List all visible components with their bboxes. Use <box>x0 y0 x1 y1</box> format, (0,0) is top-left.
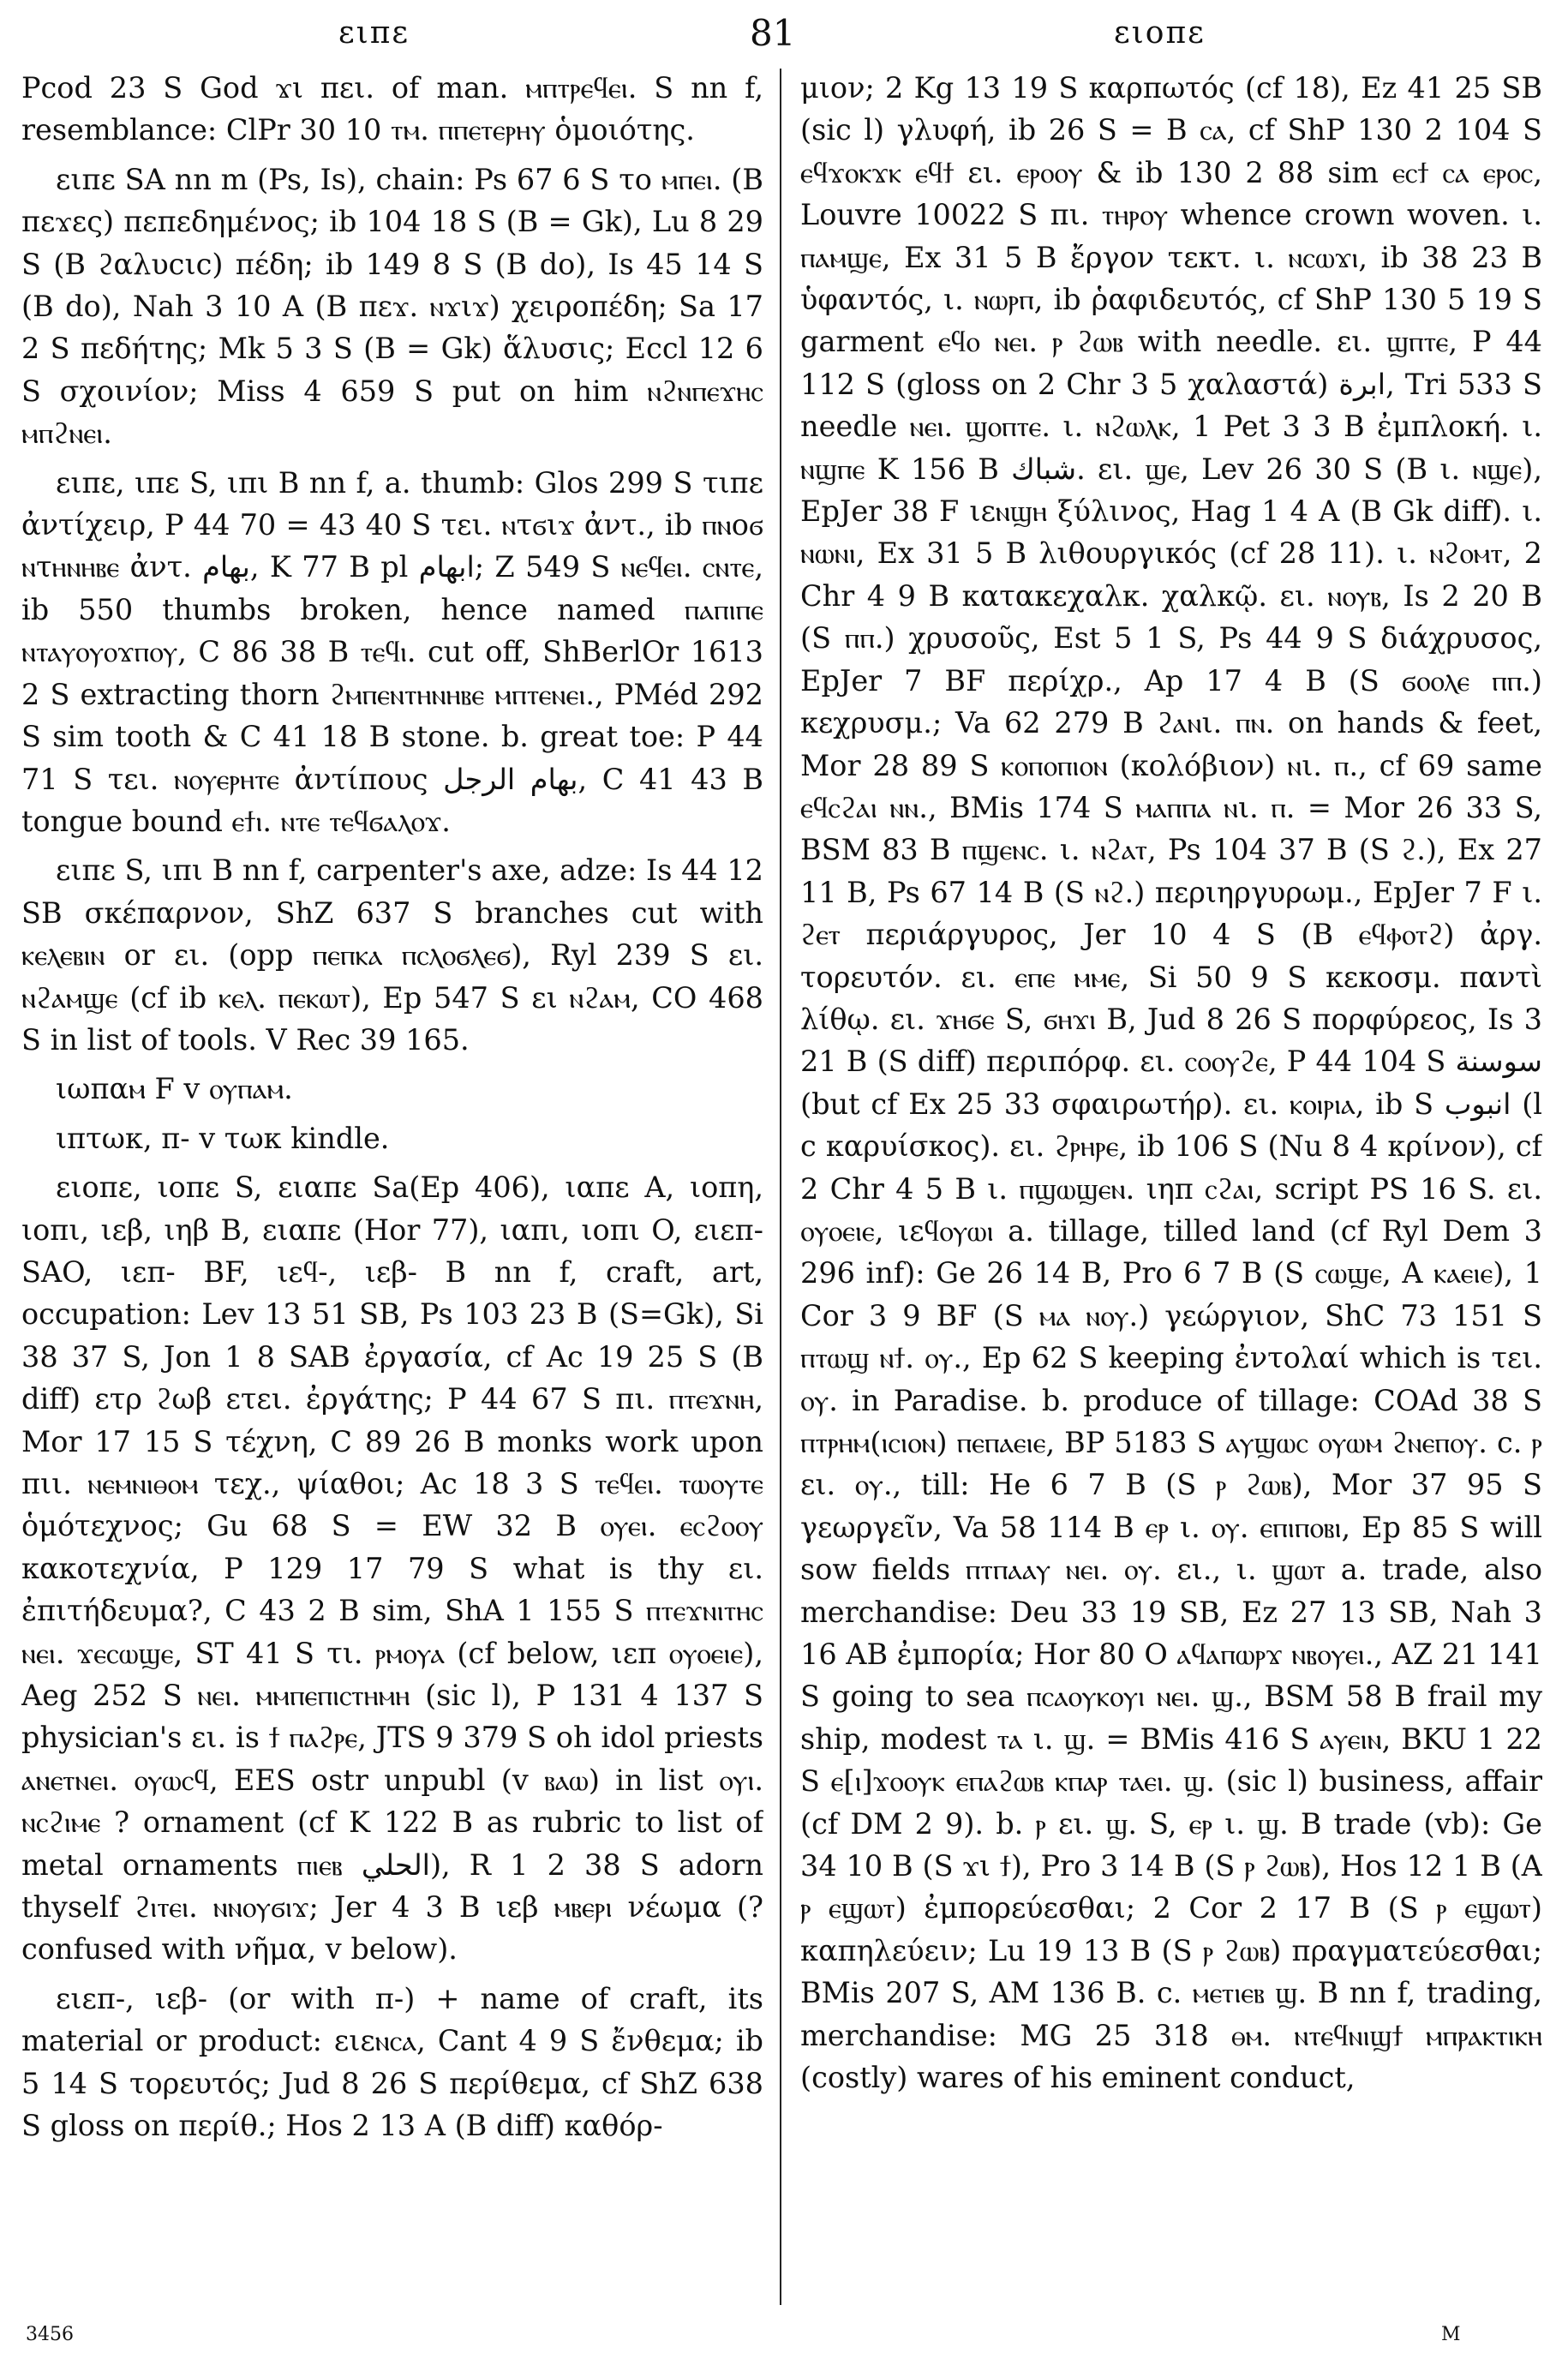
entry-eiope-craft: ειοπε, ιοπε S, ειαπε Sa(Ep 406), ιαπε A, ιοπη, ιοπι, ιεβ, ιηβ B, ειαπε (Hor 77), ιαπι, ιοπι O, ειεπ- SAO, ιεπ- BF, ιεϥ-, ιεβ- B nn f, craft, art, occupation: Lev 13 51 SB, Ps 103 23 B (S=Gk), Si 38 37 S, Jon 1 8 SAB ἐργασία, cf Ac 19 25 S (B diff) ετρ ϩωβ ετει. ἐργάτης; P 44 67 S πι. ⲡⲧⲉϫⲛⲏ, Mor 17 15 S τέχνη, C 89 26 B monks work upon πιι. ⲛⲉⲙⲛⲓⲑⲟⲙ τεχ., ψίαθοι; Ac 18 3 S ⲧⲉϥⲉⲓ. ⲧⲱⲟⲩⲧⲉ ὁμότεχνος; Gu 68 S = EW 32 B ⲟⲩⲉⲓ. ⲉⲥϩⲟⲟⲩ κακοτεχνία, P 129 17 79 S what is thy ει. ἐπιτήδευμα?, C 43 2 B sim, ShA 1 155 S ⲡⲧⲉϫⲛⲓⲧⲏⲥ ⲛⲉⲓ. ϫⲉⲥⲱϣⲉ, ST 41 S τι. ⲣⲙⲟⲩⲁ (cf below, ιεπ ⲟⲩⲟⲉⲓⲉ), Aeg 252 S ⲛⲉⲓ. ⲙⲙⲡⲉⲡⲓⲥⲧⲏⲙⲏ (sic l), P 131 4 137 S physician's ει. is ϯ ⲡⲁϩⲣⲉ, JTS 9 379 S oh idol priests ⲁⲛⲉⲧⲛⲉⲓ. ⲟⲩⲱⲥϥ, EES ostr unpubl (v ⲃⲁⲱ) in list ⲟⲩⲓ. ⲛⲥϩⲓⲙⲉ ? ornament (cf K 122 B as rubric to list of metal ornaments ⲡⲓⲉⲃ الحلي), R 1 2 38 S adorn thyself ϩⲓⲧⲉⲓ. ⲛⲛⲟⲩϭⲓϫ; Jer 4 3 B ιεβ ⲙⲃⲉⲣⲓ νέωμα (? confused with νῆμα, v below). <box>21 1171 763 1967</box>
entry-eipe-axe: ειπε S, ιπι B nn f, carpenter's axe, adze: Is 44 12 SB σκέπαρνον, ShZ 637 S branches cut with ⲕⲉⲗⲉⲃⲓⲛ or ει. (opp ⲡⲉⲡⲕⲁ ⲡⲥⲗⲟϭⲗⲉϭ), Ryl 239 S ει. ⲛϩⲁⲙϣⲉ (cf ib ⲕⲉⲗ. ⲡⲉⲕⲱⲧ), Ep 547 S ει ⲛϩⲁⲙ, CO 468 S in list of tools. V Rec 39 165. <box>21 853 763 1057</box>
entry-eiope-continued: μιον; 2 Kg 13 19 S καρπωτός (cf 18), Ez 41 25 SB (sic l) γλυφή, ib 26 S = B ⲥⲁ, cf ShP 130 2 104 S ⲉϥϫⲟⲕϫⲕ ⲉϥϯ ει. ⲉⲣⲟⲟⲩ & ib 130 2 88 sim ⲉⲥϯ ⲥⲁ ⲉⲣⲟⲥ, Louvre 10022 S πι. ⲧⲏⲣⲟⲩ whence crown woven. ι. ⲡⲁⲙϣⲉ, Ex 31 5 B ἔργον τεκτ. ι. ⲛⲥⲱϫⲓ, ib 38 23 B ὑφαντός, ι. ⲛⲱⲣⲡ, ib ῥαφιδευτός, cf ShP 130 5 19 S garment ⲉϥⲟ ⲛⲉⲓ. ⲣ ϩⲱⲃ with needle. ει. ϣⲡⲧⲉ, P 44 112 S (gloss on 2 Chr 3 5 χαλαστά) ابرة, Tri 533 S needle ⲛⲉⲓ. ϣⲟⲡⲧⲉ. ι. ⲛϩⲱⲗⲕ, 1 Pet 3 3 B ἐμπλοκή. ι. ⲛϣⲡⲉ K 156 B شباك. ει. ϣⲉ, Lev 26 30 S (B ι. ⲛϣⲉ), EpJer 38 F ιεⲛϣⲏ ξύλινος, Hag 1 4 A (B Gk diff). ι. ⲛⲱⲛⲓ, Ex 31 5 B λιθουργικός (cf 28 11). ι. ⲛϩⲟⲙⲧ, 2 Chr 4 9 B κατακεχαλκ. χαλκῷ. ει. ⲛⲟⲩⲃ, Is 2 20 B (S ⲡⲡ.) χρυσοῦς, Est 5 1 S, Ps 44 9 S διάχρυσος, EpJer 7 BF περίχρ., Ap 17 4 B (S ϭⲟⲟⲗⲉ ⲡⲡ.) κεχρυσμ.; Va 62 279 B ϩⲁⲛι. ⲡⲛ. on hands & feet, Mor 28 89 S ⲕⲟⲡⲟⲡⲓⲟⲛ (κολόβιον) ⲛι. ⲡ., cf 69 same ⲉϥⲥϩⲁⲓ ⲛⲛ., BMis 174 S ⲙⲁⲡⲡⲁ ⲛι. ⲡ. = Mor 26 33 S, BSM 83 B ⲡϣⲉⲛⲥ. ι. ⲛϩⲁⲧ, Ps 104 37 B (S ϩ.), Ex 27 11 B, Ps 67 14 B (S ⲛϩ.) περιηργυρωμ., EpJer 7 F ι. ϩⲉⲧ περιάργυρος, Jer 10 4 S (B ⲉϥⲫⲟⲧϩ) ἀργ. τορευτόν. ει. ⲉⲡⲉ ⲙⲙⲉ, Si 50 9 S κεκοσμ. παντὶ λίθῳ. ει. ϫⲏϭⲉ S, ϭⲏϫⲓ B, Jud 8 26 S πορφύρεος, Is 3 21 B (S diff) περιπόρφ. ει. ⲥⲟⲟⲩϩⲉ, P 44 104 S سوسنة (but cf Ex 25 33 σφαιρωτήρ). ει. ⲕⲟⲓⲣⲓⲁ, ib S انبوب (l c καρυίσκος). ει. ϩⲣⲏⲣⲉ, ib 106 S (Nu 8 4 κρίνον), cf 2 Chr 4 5 B ι. ⲡϣⲱϣⲉⲛ. ιηπ ⲥϩⲁⲓ, script PS 16 S. ει. ⲟⲩⲟⲉⲓⲉ, ιεϥⲟⲩⲱⲓ a. tillage, tilled land (cf Ryl Dem 3 296 inf): Ge 26 14 B, Pro 6 7 B (S ⲥⲱϣⲉ, A ⲕⲁⲉⲓⲉ), 1 Cor 3 9 BF (S ⲙⲁ ⲛⲟⲩ.) γεώργιον, ShC 73 151 S ⲡⲧⲱϣ ⲛϯ. ⲟⲩ., Ep 62 S keeping ἐντολαί which is τει. ⲟⲩ. in Paradise. b. produce of tillage: COAd 38 S ⲡⲧⲣⲏⲙ(ⲓⲥⲓⲟⲛ) ⲡⲉⲡⲁⲉⲓⲉ, BP 5183 S ⲁⲩϣⲱⲥ ⲟⲩⲱⲙ ϩⲛⲉⲡⲟⲩ. c. ⲣ ει. ⲟⲩ., till: He 6 7 B (S ⲣ ϩⲱⲃ), Mor 37 95 S γεωργεῖν, Va 58 114 B ⲉⲣ ι. ⲟⲩ. ⲉⲡⲓⲡⲟⲃⲓ, Ep 85 S will sow fields ⲡⲧⲡⲁⲁⲩ ⲛⲉⲓ. ⲟⲩ. ει., ι. ϣⲱⲧ a. trade, also merchandise: Deu 33 19 SB, Ez 27 13 SB, Nah 3 16 AB ἐμπορία; Hor 80 O ⲁϥⲁⲡⲱⲣϫ ⲛⲃⲟⲩⲉⲓ., AZ 21 141 S going to sea ⲡⲥⲁⲟⲩⲕⲟⲩⲓ ⲛⲉⲓ. ϣ., BSM 58 B frail my ship, modest ⲧⲁ ι. ϣ. = BMis 416 S ⲁⲩⲉⲓⲛ, BKU 1 22 S ⲉ[ⲓ]ϫⲟⲟⲩⲕ ⲉⲡⲁϩⲱⲃ ⲕⲡⲁⲣ ⲧⲁⲉⲓ. ϣ. (sic l) business, affair (cf DM 2 9). b. ⲣ ει. ϣ. S, ⲉⲣ ι. ϣ. B trade (vb): Ge 34 10 B (S ϫι ϯ), Pro 3 14 B (S ⲣ ϩⲱⲃ), Hos 12 1 B (A ⲣ ⲉϣⲱⲧ) ἐμπορεύεσθαι; 2 Cor 2 17 B (S ⲣ ⲉϣⲱⲧ) καπηλεύειν; Lu 19 13 B (S ⲣ ϩⲱⲃ) πραγματεύεσθαι; BMis 207 S, AM 136 B. c. ⲙⲉⲧⲓⲉⲃ ϣ. B nn f, trading, merchandise: MG 25 318 ⲑⲙ. ⲛⲧⲉϥⲛⲓϣϯ ⲙⲡⲣⲁⲕⲧⲓⲕⲏ (costly) wares of his eminent conduct, <box>800 71 1542 2095</box>
signature-number: 3456 <box>26 2324 74 2345</box>
column-divider <box>780 69 781 2305</box>
signature-mark: M <box>1441 2324 1461 2345</box>
right-column <box>800 67 1542 2312</box>
page-number: 81 <box>750 12 796 54</box>
running-head-right: ειοπε <box>1114 15 1206 51</box>
entry-continuation-pcod: Pcod 23 S God ϫι πει. of man. ⲙⲡⲧⲣⲉϥⲉⲓ. S nn f, resemblance: ClPr 30 10 ⲧⲙ. ⲡⲡⲉⲧⲉⲣⲏⲩ ὁμοιότης. <box>21 71 763 147</box>
left-column <box>21 67 763 2312</box>
running-head-left: ειπε <box>338 15 410 51</box>
page-header <box>0 12 1568 58</box>
entry-eipe-thumb: ειπε, ιπε S, ιπι B nn f, a. thumb: Glos 299 S τιπε ἀντίχειρ, P 44 70 = 43 40 S τει. ⲛτϭιϫ ἀντ., ib ⲡⲛοϭ ⲛτⲏⲛⲏⲃⲉ ἀντ. بهام, K 77 B pl ابهام; Z 549 S ⲛⲉϥⲉⲓ. ⲥⲛⲧⲉ, ib 550 thumbs broken, hence named ⲡⲁⲡⲓⲡⲉ ⲛⲧⲁⲩⲟⲩⲟϫⲡⲟⲩ, C 86 38 B ⲧⲉϥⲓ. cut off, ShBerlOr 1613 2 S extracting thorn ϩⲙⲡⲉⲛⲧⲏⲛⲏⲃⲉ ⲙⲡⲧⲉⲛⲉⲓ., PMéd 292 S sim tooth & C 41 18 B stone. b. great toe: P 44 71 S τει. ⲛⲟⲩⲉⲣⲏⲧⲉ ἀντίπους بهام الرجل, C 41 43 B tongue bound ⲉϯⲓ. ⲛⲧⲉ ⲧⲉϥϭⲁⲗⲟϫ. <box>21 465 763 838</box>
entry-iptok: ιπτωκ, π- v τωκ kindle. <box>56 1121 390 1155</box>
entry-iopam: ιωπαⲙ F v ⲟⲩⲡⲁⲙ. <box>56 1072 293 1106</box>
entry-eipe-chain: ειπε SA nn m (Ps, Is), chain: Ps 67 6 S το ⲙⲡⲉⲓ. (B πεϫες) πεπεδημένος; ib 104 18 S (B = Gk), Lu 8 29 S (B ϩαλυcιc) πέδη; ib 149 8 S (B do), Is 45 14 S (B do), Nah 3 10 A (B πεϫ. ⲛϫιϫ) χειροπέδη; Sa 17 2 S πεδήτης; Mk 5 3 S (B = Gk) ἅλυσις; Eccl 12 6 S σχοινίον; Miss 4 659 S put on him ⲛϩⲛⲡⲉϫⲏⲥ ⲙⲡϩⲛⲉⲓ. <box>21 162 763 451</box>
page-footer <box>0 2324 1568 2350</box>
entry-eiep-compounds: ειεπ-, ιεβ- (or with π-) + name of craft, its material or product: ειεⲛⲥⲁ, Cant 4 9 S ἔνθεμα; ib 5 14 S τορευτός; Jud 8 26 S περίθεμα, cf ShZ 638 S gloss on περίθ.; Hos 2 13 A (B diff) καθόρ- <box>21 1981 763 2143</box>
